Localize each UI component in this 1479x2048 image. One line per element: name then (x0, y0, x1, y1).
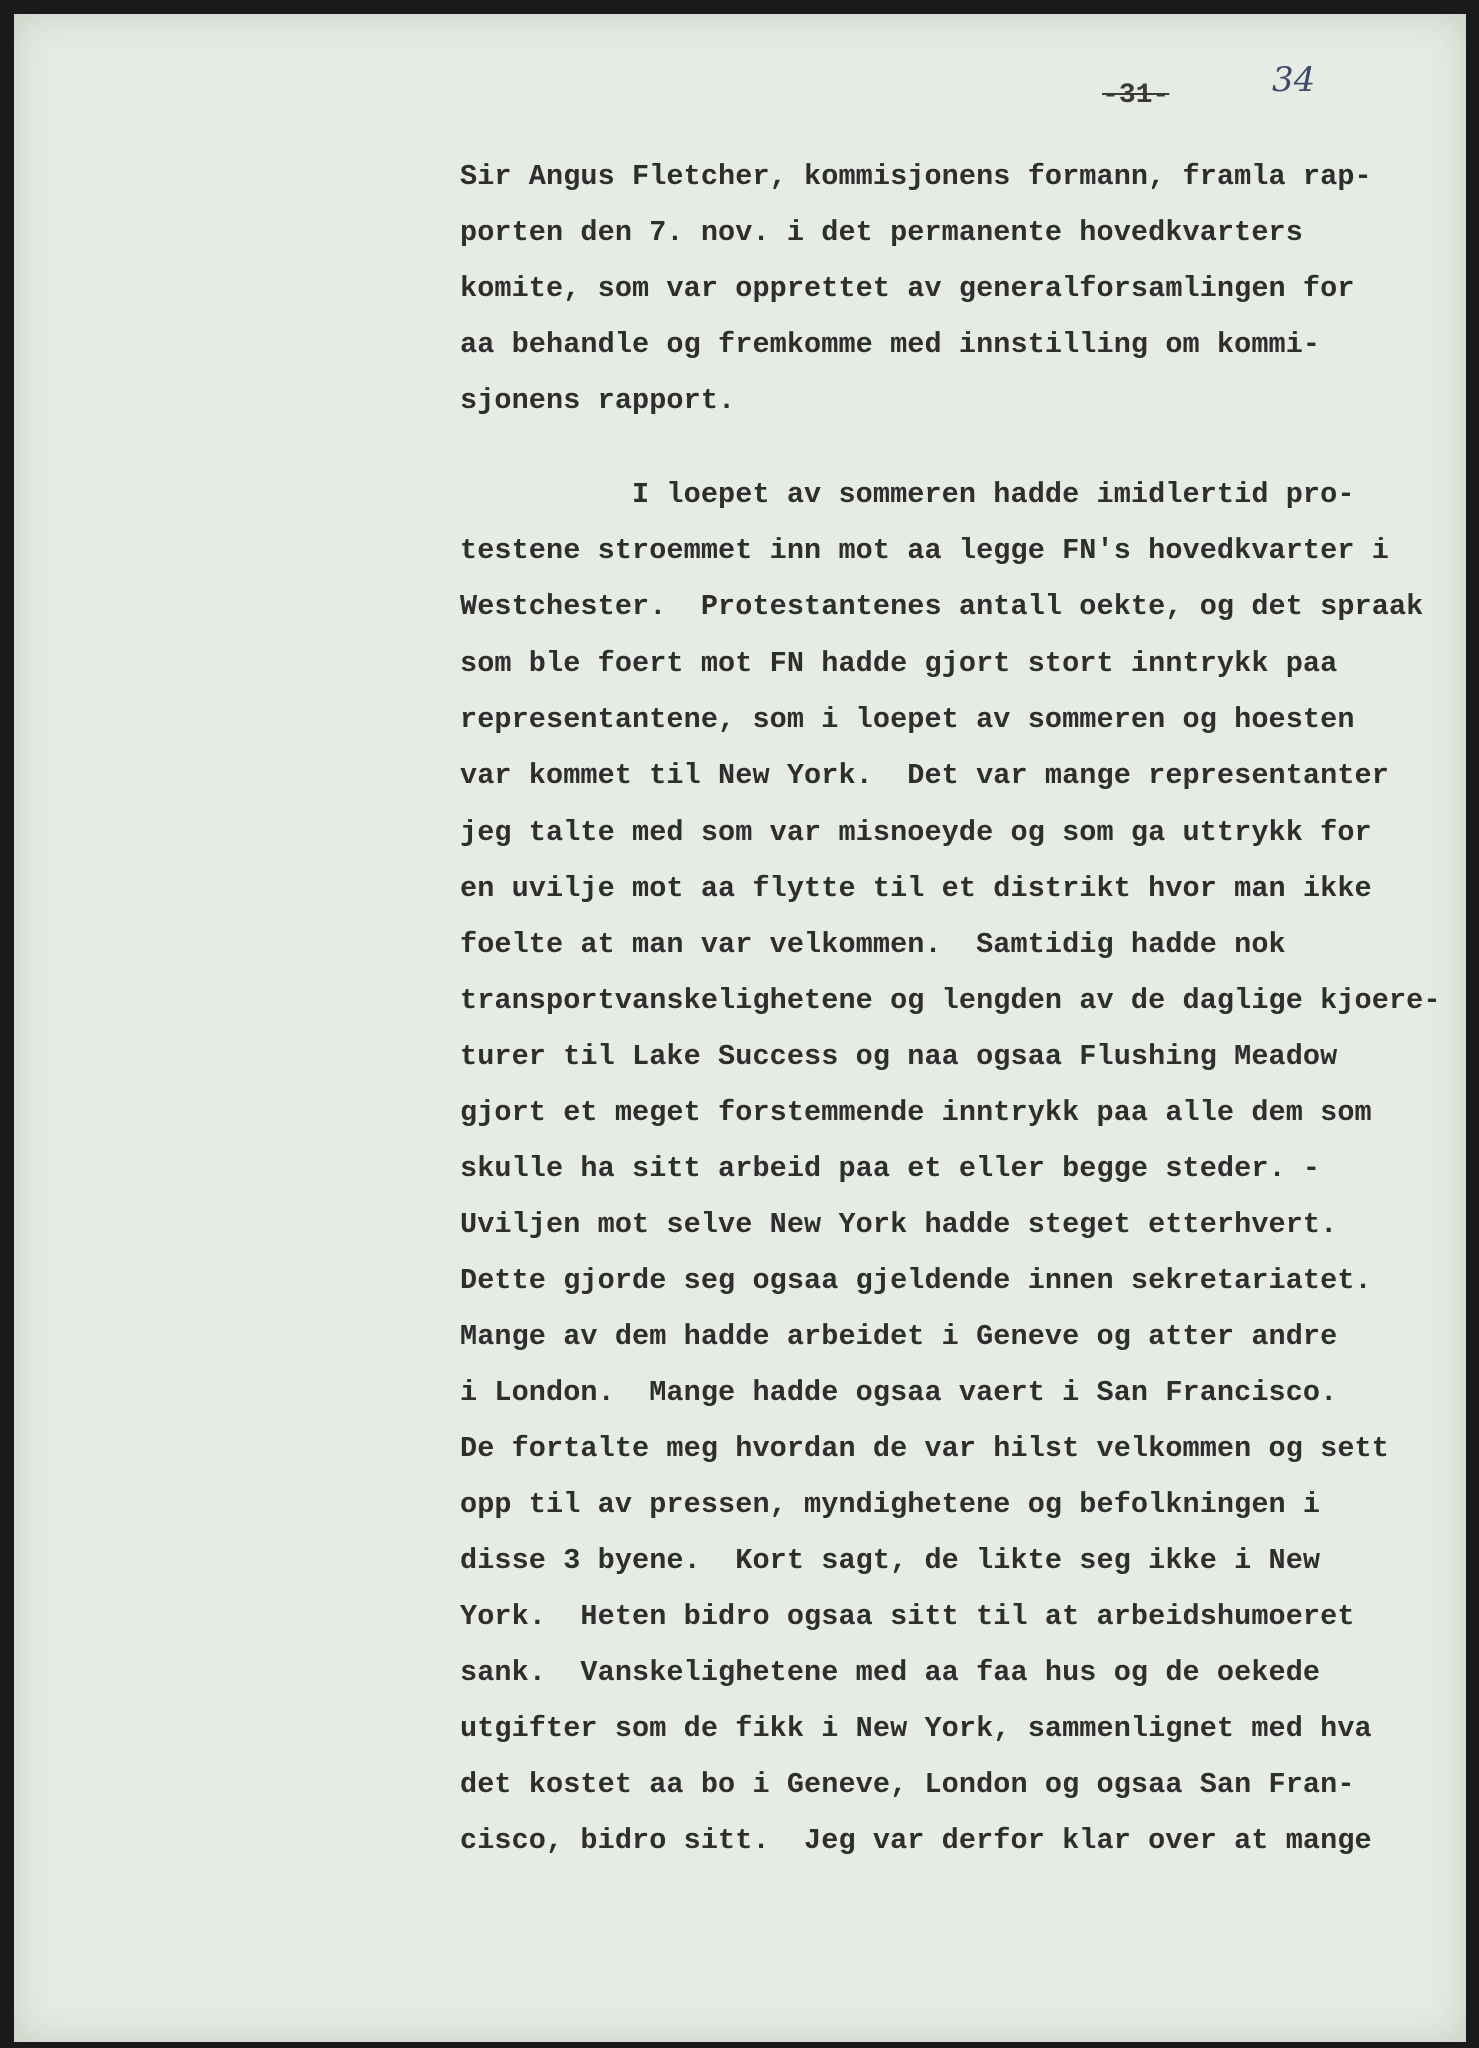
body-line: Mange av dem hadde arbeidet i Geneve og atter andre (460, 1320, 1338, 1353)
body-line: i London. Mange hadde ogsaa vaert i San Francisco. (460, 1376, 1338, 1409)
body-line: opp til av pressen, myndighetene og befolkningen i (460, 1488, 1321, 1521)
body-line: komite, som var opprettet av generalforsamlingen for (460, 272, 1355, 305)
body-line: gjort et meget forstemmende inntrykk paa alle dem som (460, 1096, 1372, 1129)
body-line: en uvilje mot aa flytte til et distrikt hvor man ikke (460, 872, 1372, 905)
typed-page-number: - 31 - (1102, 80, 1169, 111)
body-line: porten den 7. nov. i det permanente hovedkvarters (460, 216, 1303, 249)
body-line: var kommet til New York. Det var mange representanter (460, 759, 1389, 792)
body-line: representantene, som i loepet av sommeren og hoesten (460, 703, 1355, 736)
handwritten-page-number: 34 (1272, 60, 1316, 100)
body-line: sank. Vanskelighetene med aa faa hus og de oekede (460, 1656, 1321, 1689)
body-line: testene stroemmet inn mot aa legge FN's hovedkvarter i (460, 534, 1389, 567)
body-line: Uviljen mot selve New York hadde steget etterhvert. (460, 1208, 1338, 1241)
body-line: som ble foert mot FN hadde gjort stort inntrykk paa (460, 647, 1338, 680)
body-line: foelte at man var velkommen. Samtidig hadde nok (460, 928, 1286, 961)
document-page (14, 14, 1466, 2042)
body-line: disse 3 byene. Kort sagt, de likte seg ikke i New (460, 1544, 1321, 1577)
body-line: aa behandle og fremkomme med innstilling om kommi- (460, 328, 1321, 361)
body-line: jeg talte med som var misnoeyde og som ga uttrykk for (460, 816, 1372, 849)
body-line: De fortalte meg hvordan de var hilst velkommen og sett (460, 1432, 1389, 1465)
body-line: transportvanskelighetene og lengden av de daglige kjoere- (460, 984, 1441, 1017)
body-line: I loepet av sommeren hadde imidlertid pro- (460, 478, 1355, 511)
body-line: Dette gjorde seg ogsaa gjeldende innen sekretariatet. (460, 1264, 1372, 1297)
body-line: sjonens rapport. (460, 384, 736, 417)
body-line: Sir Angus Fletcher, kommisjonens formann, framla rap- (460, 160, 1372, 193)
body-line: skulle ha sitt arbeid paa et eller begge steder. - (460, 1152, 1321, 1185)
body-line: Westchester. Protestantenes antall oekte, og det spraak (460, 590, 1424, 623)
body-line: det kostet aa bo i Geneve, London og ogsaa San Fran- (460, 1768, 1355, 1801)
body-line: turer til Lake Success og naa ogsaa Flushing Meadow (460, 1040, 1338, 1073)
body-line: cisco, bidro sitt. Jeg var derfor klar over at mange (460, 1824, 1372, 1857)
body-line: utgifter som de fikk i New York, sammenlignet med hva (460, 1712, 1372, 1745)
body-line: York. Heten bidro ogsaa sitt til at arbeidshumoeret (460, 1600, 1355, 1633)
